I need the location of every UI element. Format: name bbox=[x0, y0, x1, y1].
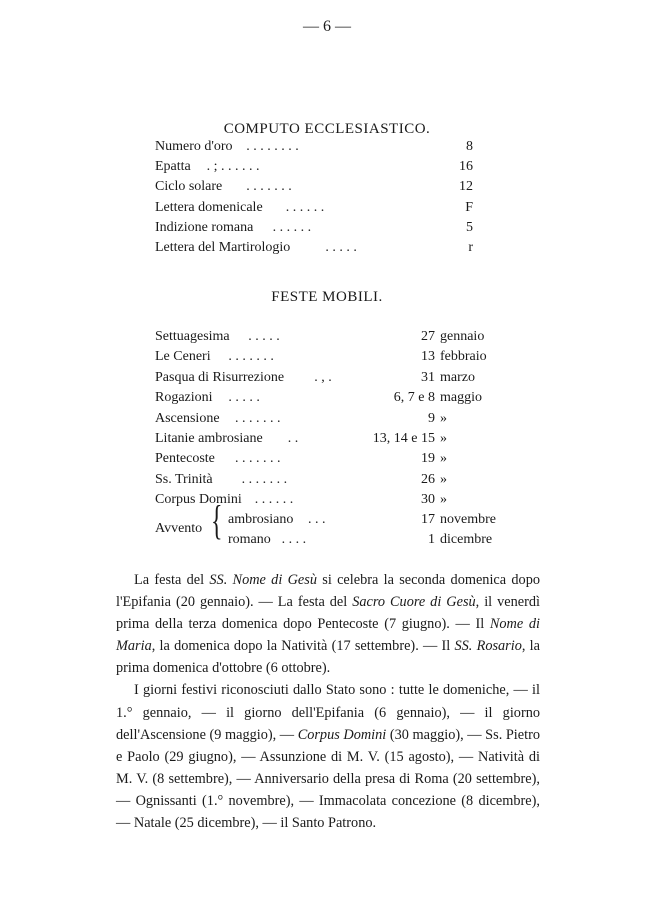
row-label: Litanie ambrosiane bbox=[155, 431, 263, 446]
row-month: maggio bbox=[440, 390, 482, 406]
row-label: Settuagesima bbox=[155, 329, 230, 344]
row-label: romano bbox=[228, 532, 271, 548]
text-run: si celebra la seconda domenica dopo l'Epifania (20 gennaio). — La festa del bbox=[116, 572, 540, 611]
row-date: 13 bbox=[421, 349, 435, 365]
row-value: 12 bbox=[459, 179, 473, 195]
text-run: , la domenica dopo la Natività (17 settembre). — Il bbox=[151, 638, 455, 655]
row-month: dicembre bbox=[440, 532, 493, 548]
leader-dots: . . . . . . . bbox=[228, 349, 274, 365]
row-label: Le Ceneri bbox=[155, 349, 211, 365]
leader-dots: . . . . . . . bbox=[235, 410, 281, 426]
row-date: 19 bbox=[421, 451, 435, 467]
leader-dots: . . . . . . bbox=[254, 492, 294, 508]
table-row bbox=[155, 471, 447, 492]
leader-dots: . . bbox=[287, 431, 299, 446]
leader-dots: . . . . . bbox=[325, 240, 357, 255]
row-date: 30 bbox=[421, 492, 435, 508]
table-row bbox=[155, 410, 447, 431]
italic-text: Sacro Cuore di Gesù bbox=[352, 594, 476, 611]
paragraph bbox=[116, 569, 540, 679]
row-date: 9 bbox=[428, 410, 435, 426]
leader-dots: . . . . . . . bbox=[235, 451, 281, 467]
section-title-computo: COMPUTO ECCLESIASTICO. bbox=[223, 121, 431, 137]
table-row bbox=[155, 349, 487, 369]
section-title-feste: FESTE MOBILI. bbox=[271, 289, 383, 305]
italic-text: Corpus Domini bbox=[297, 726, 387, 743]
text-run: I giorni festivi riconosciuti dallo Stato sono : tutte le domeniche, — il 1.° gennaio, — il giorno dell'Epifania (6 gennaio), — il giorno dell'Ascensione (9 maggio), — bbox=[116, 682, 540, 743]
leader-dots: . . . . . . bbox=[272, 219, 312, 235]
row-month: » bbox=[440, 431, 447, 446]
leader-dots: . . . . . . . bbox=[241, 471, 288, 487]
leader-dots: . . . . . . . bbox=[246, 179, 292, 195]
italic-text: SS. Nome di Gesù bbox=[209, 572, 317, 588]
row-month: marzo bbox=[440, 369, 475, 385]
row-label: Ascensione bbox=[155, 410, 220, 426]
row-value: 5 bbox=[466, 219, 473, 235]
table-row bbox=[155, 139, 473, 159]
row-label: Pentecoste bbox=[155, 451, 215, 467]
leader-dots: . . . . . bbox=[228, 390, 260, 406]
row-month: » bbox=[440, 410, 447, 426]
leader-dots: . . . . . . bbox=[285, 199, 325, 215]
row-month: novembre bbox=[440, 512, 496, 527]
table-row bbox=[155, 220, 473, 240]
row-value: 16 bbox=[459, 159, 473, 175]
row-date: 13, 14 e 15 bbox=[372, 431, 435, 446]
row-value: r bbox=[468, 240, 473, 255]
row-label: Lettera del Martirologio bbox=[155, 240, 291, 255]
row-label: Ss. Trinità bbox=[155, 471, 213, 487]
leader-dots: . . . . . . . . bbox=[246, 139, 299, 154]
row-label: Indizione romana bbox=[155, 219, 254, 235]
leader-dots: . . . . bbox=[281, 532, 307, 548]
avvento-label: Avvento bbox=[155, 521, 203, 536]
brace: { bbox=[211, 499, 223, 545]
row-month: febbraio bbox=[440, 349, 487, 365]
leader-dots: . . . bbox=[308, 512, 326, 527]
row-month: » bbox=[440, 492, 447, 508]
table-row bbox=[155, 369, 475, 390]
row-label: Corpus Domini bbox=[155, 492, 242, 508]
row-date: 26 bbox=[421, 471, 435, 487]
row-label: Lettera domenicale bbox=[155, 199, 263, 215]
italic-text: Nome di Maria bbox=[116, 616, 540, 655]
text-run: (30 maggio), — Ss. Pietro e Paolo (29 giugno), — Assunzione di M. V. (15 agosto), — Natività di M. V. (8 settembre), — Anniversario della presa di Roma (20 settembre), — Ognissanti (1.° novembre), — Immacolata concezione (8 dicembre), — Natale (25 dicembre), — il Santo Patrono. bbox=[116, 726, 541, 832]
row-date: 6, 7 e 8 bbox=[393, 390, 435, 406]
body-text bbox=[116, 569, 540, 834]
table-row bbox=[155, 431, 447, 451]
table-row bbox=[155, 329, 485, 349]
paragraph bbox=[116, 679, 540, 834]
table-row bbox=[155, 200, 473, 220]
table-row bbox=[228, 512, 496, 532]
row-label: Rogazioni bbox=[155, 390, 213, 406]
row-label: Numero d'oro bbox=[155, 139, 233, 154]
row-value: 8 bbox=[466, 139, 473, 154]
text-run: La festa del bbox=[134, 572, 210, 588]
italic-text: SS. Rosario bbox=[454, 638, 522, 655]
table-row bbox=[155, 179, 473, 199]
row-date: 27 bbox=[421, 329, 435, 344]
table-row bbox=[155, 240, 473, 260]
row-month: » bbox=[440, 451, 447, 467]
row-date: 31 bbox=[421, 369, 435, 385]
row-label: Pasqua di Risurrezione bbox=[155, 369, 285, 385]
row-label: Epatta bbox=[155, 159, 191, 175]
leader-dots: . , . bbox=[314, 369, 332, 385]
row-label: Ciclo solare bbox=[155, 179, 223, 195]
text-run: , la prima domenica d'ottobre (6 ottobre). bbox=[116, 638, 540, 677]
row-label: ambrosiano bbox=[228, 512, 294, 527]
row-date: 17 bbox=[421, 512, 435, 527]
table-row bbox=[228, 532, 493, 552]
row-value: F bbox=[465, 199, 473, 215]
table-row bbox=[155, 451, 447, 471]
table-row bbox=[155, 390, 482, 410]
row-month: gennaio bbox=[440, 329, 485, 344]
table-row bbox=[155, 159, 473, 179]
table-row bbox=[155, 492, 447, 512]
row-date: 1 bbox=[428, 532, 435, 548]
page-number: — 6 — bbox=[303, 18, 351, 35]
leader-dots: . ; . . . . . . bbox=[206, 159, 260, 175]
row-month: » bbox=[440, 471, 447, 487]
leader-dots: . . . . . bbox=[248, 329, 280, 344]
text-run: , il venerdì prima della terza domenica dopo Pentecoste (7 giugno). — Il bbox=[116, 594, 540, 633]
